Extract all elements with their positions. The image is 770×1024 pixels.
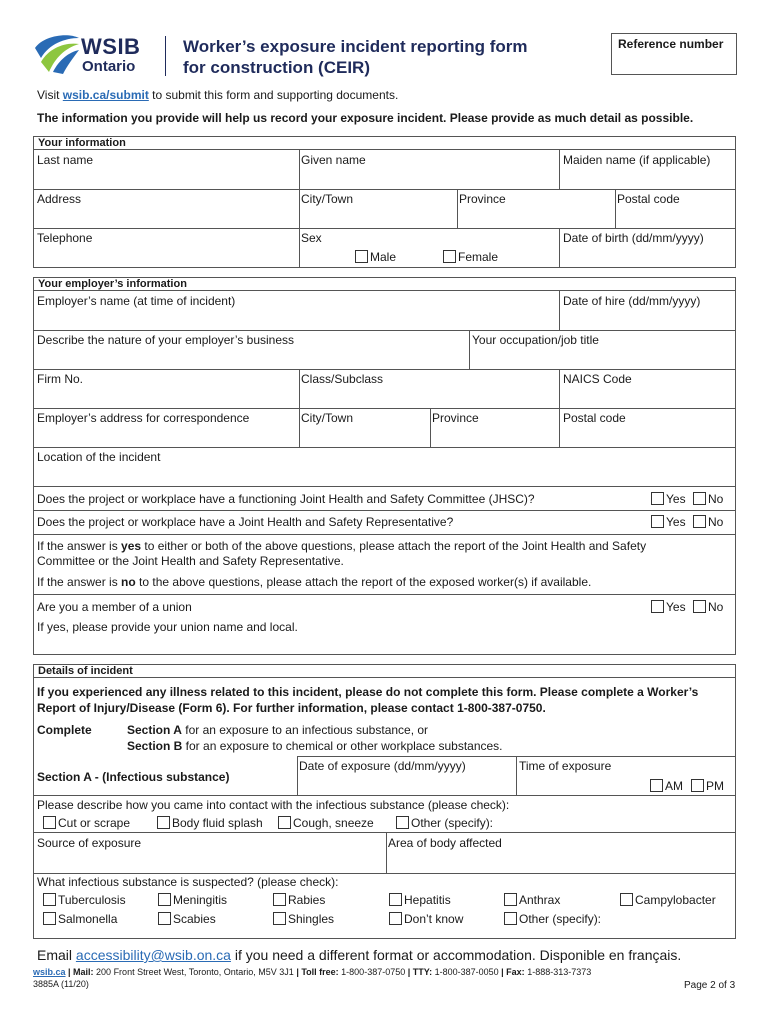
accessibility-email-link[interactable]: accessibility@wsib.on.ca bbox=[75, 947, 231, 963]
visit-text: Visit wsib.ca/submit to submit this form and supporting documents. bbox=[37, 88, 399, 102]
substance-checkbox[interactable]: Other (specify): bbox=[504, 912, 601, 926]
checkbox-icon bbox=[43, 912, 56, 925]
checkbox-icon bbox=[651, 515, 664, 528]
substance-checkbox[interactable]: Meningitis bbox=[158, 893, 227, 907]
wsib-site-link[interactable]: wsib.ca bbox=[33, 967, 66, 977]
section-a-title: Section A - (Infectious substance) bbox=[37, 770, 230, 784]
checkbox-icon bbox=[278, 816, 291, 829]
am-checkbox[interactable]: AM bbox=[650, 779, 683, 793]
substance-checkbox[interactable]: Hepatitis bbox=[389, 893, 451, 907]
checkbox-icon bbox=[43, 816, 56, 829]
checkbox-icon bbox=[389, 893, 402, 906]
substance-checkbox[interactable]: Shingles bbox=[273, 912, 334, 926]
area-body-field[interactable]: Area of body affected bbox=[388, 836, 502, 850]
checkbox-icon bbox=[651, 600, 664, 613]
logo-wsib-text: WSIB bbox=[81, 34, 141, 59]
naics-field[interactable]: NAICS Code bbox=[563, 372, 632, 386]
contact-other-checkbox[interactable]: Other (specify): bbox=[396, 816, 493, 830]
checkbox-icon bbox=[157, 816, 170, 829]
checkbox-icon bbox=[504, 893, 517, 906]
section-heading: Your information bbox=[34, 137, 735, 150]
given-name-field[interactable]: Given name bbox=[301, 153, 366, 167]
incident-location-field[interactable]: Location of the incident bbox=[37, 450, 161, 464]
male-checkbox[interactable]: Male bbox=[355, 250, 396, 264]
contact-cut-checkbox[interactable]: Cut or scrape bbox=[43, 816, 130, 830]
last-name-field[interactable]: Last name bbox=[37, 153, 94, 167]
time-exposure-field[interactable]: Time of exposure bbox=[519, 759, 612, 773]
substance-checkbox[interactable]: Rabies bbox=[273, 893, 325, 907]
incident-details-section bbox=[33, 664, 736, 939]
substance-checkbox[interactable]: Don’t know bbox=[389, 912, 463, 926]
checkbox-icon bbox=[389, 912, 402, 925]
checkbox-icon bbox=[651, 492, 664, 505]
class-field[interactable]: Class/Subclass bbox=[301, 372, 384, 386]
checkbox-icon bbox=[443, 250, 456, 263]
checkbox-icon bbox=[693, 600, 706, 613]
contact-line: wsib.ca | Mail: 200 Front Street West, Toronto, Ontario, M5V 3J1 | Toll free: 1-800-387-0750 | TTY: 1-800-387-0050 | Fax: 1-888-313-7373 bbox=[33, 967, 592, 977]
form-code: 3885A (11/20) bbox=[33, 979, 89, 989]
employer-information-section bbox=[33, 277, 736, 655]
source-exposure-field[interactable]: Source of exposure bbox=[37, 836, 142, 850]
union-name-field[interactable]: If yes, please provide your union name and local. bbox=[37, 620, 298, 634]
checkbox-icon bbox=[273, 893, 286, 906]
complete-label: Complete bbox=[37, 723, 92, 737]
union-question: Are you a member of a union bbox=[37, 600, 192, 614]
employer-city-field[interactable]: City/Town bbox=[301, 411, 354, 425]
reference-number-label: Reference number bbox=[618, 37, 724, 51]
city-field[interactable]: City/Town bbox=[301, 192, 354, 206]
employer-postal-field[interactable]: Postal code bbox=[563, 411, 626, 425]
section-a-instruction: Section A for an exposure to an infectious substance, or bbox=[127, 723, 429, 737]
section-heading: Your employer’s information bbox=[34, 278, 735, 291]
checkbox-icon bbox=[396, 816, 409, 829]
business-field[interactable]: Describe the nature of your employer’s business bbox=[37, 333, 295, 347]
address-field[interactable]: Address bbox=[37, 192, 82, 206]
checkbox-icon bbox=[43, 893, 56, 906]
union-no-checkbox[interactable]: No bbox=[693, 600, 723, 614]
checkbox-icon bbox=[693, 515, 706, 528]
maiden-name-field[interactable]: Maiden name (if applicable) bbox=[563, 153, 711, 167]
substance-checkbox[interactable]: Tuberculosis bbox=[43, 893, 126, 907]
employer-name-field[interactable]: Employer’s name (at time of incident) bbox=[37, 294, 236, 308]
postal-code-field[interactable]: Postal code bbox=[617, 192, 680, 206]
warning-line2: Report of Injury/Disease (Form 6). For further information, please contact 1-800-387-0750. bbox=[37, 701, 546, 715]
substance-question: What infectious substance is suspected? (please check): bbox=[37, 875, 339, 889]
substance-checkbox[interactable]: Anthrax bbox=[504, 893, 560, 907]
hire-date-field[interactable]: Date of hire (dd/mm/yyyy) bbox=[563, 294, 701, 308]
if-yes-text-line2: Committee or the Joint Health and Safety Representative. bbox=[37, 554, 344, 568]
dob-field[interactable]: Date of birth (dd/mm/yyyy) bbox=[563, 231, 704, 245]
sex-label: Sex bbox=[301, 231, 322, 245]
rep-yes-checkbox[interactable]: Yes bbox=[651, 515, 686, 529]
pm-checkbox[interactable]: PM bbox=[691, 779, 724, 793]
wsib-logo bbox=[33, 32, 153, 78]
contact-cough-checkbox[interactable]: Cough, sneeze bbox=[278, 816, 374, 830]
jhsc-yes-checkbox[interactable]: Yes bbox=[651, 492, 686, 506]
accessibility-note: Email accessibility@wsib.on.ca if you need a different format or accommodation. Disponible en français. bbox=[37, 947, 682, 963]
employer-address-field[interactable]: Employer’s address for correspondence bbox=[37, 411, 250, 425]
contact-splash-checkbox[interactable]: Body fluid splash bbox=[157, 816, 263, 830]
checkbox-icon bbox=[273, 912, 286, 925]
employer-province-field[interactable]: Province bbox=[432, 411, 479, 425]
section-b-instruction: Section B for an exposure to chemical or other workplace substances. bbox=[127, 739, 503, 753]
jhsc-no-checkbox[interactable]: No bbox=[693, 492, 723, 506]
checkbox-icon bbox=[693, 492, 706, 505]
female-checkbox[interactable]: Female bbox=[443, 250, 498, 264]
jhsc-question: Does the project or workplace have a functioning Joint Health and Safety Committee (JHSC)? bbox=[37, 492, 535, 506]
rep-question: Does the project or workplace have a Joint Health and Safety Representative? bbox=[37, 515, 454, 529]
checkbox-icon bbox=[691, 779, 704, 792]
wsib-swoosh-icon bbox=[33, 32, 81, 76]
submit-link[interactable]: wsib.ca/submit bbox=[62, 88, 149, 102]
if-no-text: If the answer is no to the above questions, please attach the report of the exposed worker(s) if available. bbox=[37, 575, 592, 589]
province-field[interactable]: Province bbox=[459, 192, 506, 206]
firm-no-field[interactable]: Firm No. bbox=[37, 372, 83, 386]
checkbox-icon bbox=[620, 893, 633, 906]
checkbox-icon bbox=[158, 912, 171, 925]
substance-checkbox[interactable]: Campylobacter bbox=[620, 893, 716, 907]
info-text: The information you provide will help us record your exposure incident. Please provide as much detail as possible. bbox=[37, 111, 694, 125]
date-exposure-field[interactable]: Date of exposure (dd/mm/yyyy) bbox=[299, 759, 466, 773]
section-heading: Details of incident bbox=[34, 665, 735, 678]
telephone-field[interactable]: Telephone bbox=[37, 231, 93, 245]
header-divider bbox=[165, 36, 166, 76]
warning-line1: If you experienced any illness related to this incident, please do not complete this form. Please complete a Worker’s bbox=[37, 685, 699, 699]
if-yes-text: If the answer is yes to either or both of the above questions, please attach the report of the Joint Health and Safety bbox=[37, 539, 647, 553]
checkbox-icon bbox=[158, 893, 171, 906]
contact-question: Please describe how you came into contact with the infectious substance (please check): bbox=[37, 798, 510, 812]
substance-checkbox[interactable]: Scabies bbox=[158, 912, 216, 926]
rep-no-checkbox[interactable]: No bbox=[693, 515, 723, 529]
substance-checkbox[interactable]: Salmonella bbox=[43, 912, 117, 926]
logo-ontario-text: Ontario bbox=[82, 58, 136, 75]
your-information-section bbox=[33, 136, 736, 268]
checkbox-icon bbox=[504, 912, 517, 925]
checkbox-icon bbox=[650, 779, 663, 792]
union-yes-checkbox[interactable]: Yes bbox=[651, 600, 686, 614]
page-number: Page 2 of 3 bbox=[684, 980, 736, 991]
occupation-field[interactable]: Your occupation/job title bbox=[472, 333, 599, 347]
checkbox-icon bbox=[355, 250, 368, 263]
reference-number-field[interactable] bbox=[611, 33, 737, 75]
form-title: Worker’s exposure incident reporting form for construction (CEIR) bbox=[183, 37, 528, 77]
